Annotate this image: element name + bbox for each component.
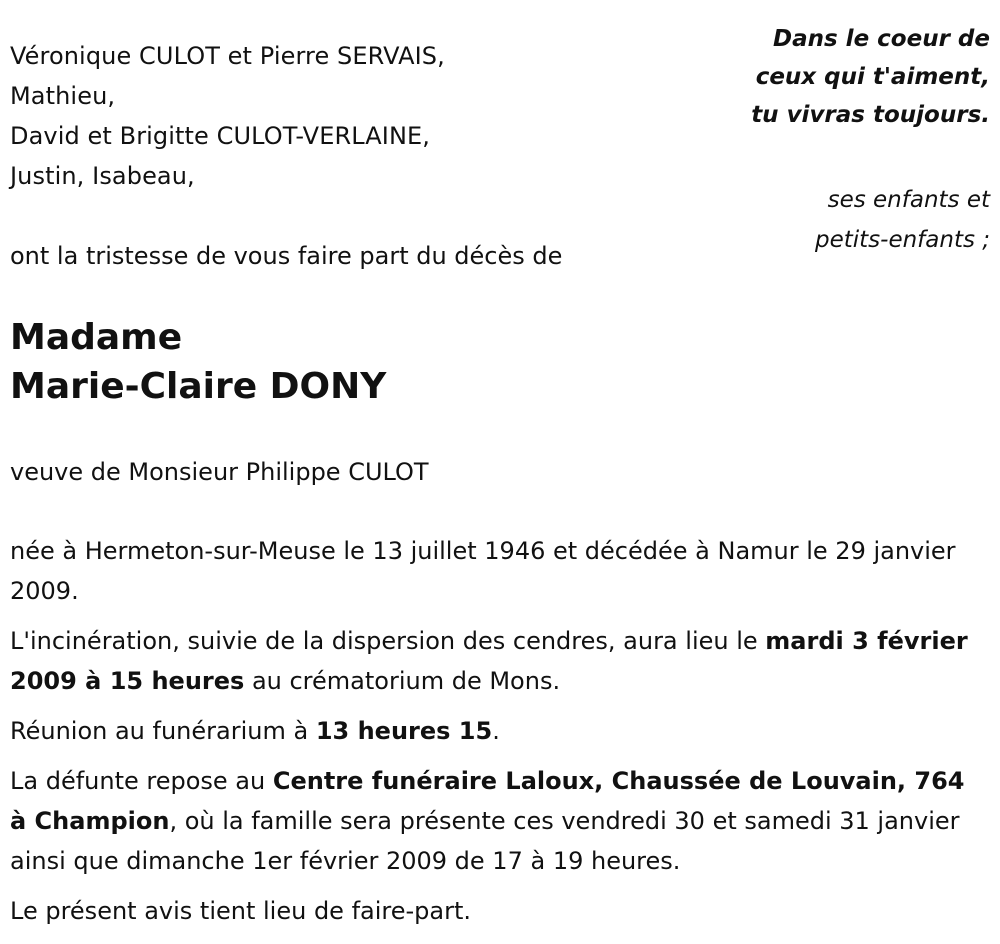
signature-line: ses enfants et — [827, 187, 990, 213]
meeting-text: Réunion au funérarium à — [10, 717, 316, 745]
visitation-schedule: , où la famille sera présente ces vendredi 30 et samedi 31 janvier ainsi que dimanche 1er février 2009 de 17 à 19 heures. — [10, 807, 960, 875]
visitation-paragraph — [10, 761, 970, 881]
family-line: David et Brigitte CULOT-VERLAINE, — [10, 122, 431, 150]
family-line: Justin, Isabeau, — [10, 162, 195, 190]
cremation-paragraph — [10, 621, 970, 701]
meeting-time: 13 heures 15 — [315, 717, 493, 745]
cremation-date: mardi 3 février 2009 à 15 heures — [10, 627, 968, 695]
relatives-signature — [815, 180, 990, 260]
ceremony-details — [10, 531, 970, 941]
cremation-place: au crématorium de Mons. — [244, 667, 561, 695]
signature-line: petits-enfants ; — [814, 227, 990, 253]
family-line: Véronique CULOT et Pierre SERVAIS, — [10, 42, 445, 70]
meeting-paragraph — [10, 711, 970, 751]
widow-of-line: veuve de Monsieur Philippe CULOT — [10, 458, 429, 486]
family-list — [10, 36, 445, 196]
deceased-name-block — [10, 313, 386, 411]
visitation-location: Centre funéraire Laloux, Chaussée de Louvain, 764 à Champion — [10, 767, 965, 835]
cremation-text: L'incinération, suivie de la dispersion des cendres, aura lieu le — [10, 627, 766, 655]
birth-death-paragraph: née à Hermeton-sur-Meuse le 13 juillet 1946 et décédée à Namur le 29 janvier 2009. — [10, 537, 956, 605]
memorial-quote — [751, 20, 990, 134]
family-line: Mathieu, — [10, 82, 116, 110]
quote-line: tu vivras toujours. — [751, 102, 990, 128]
quote-line: Dans le coeur de — [773, 26, 990, 52]
deceased-title: Madame — [10, 317, 183, 358]
announcement-intro: ont la tristesse de vous faire part du décès de — [10, 242, 563, 270]
meeting-end: . — [492, 717, 500, 745]
deceased-name: Marie-Claire DONY — [10, 366, 387, 407]
visitation-text: La défunte repose au — [10, 767, 273, 795]
notice-paragraph: Le présent avis tient lieu de faire-part. — [10, 897, 472, 925]
quote-line: ceux qui t'aiment, — [755, 64, 990, 90]
